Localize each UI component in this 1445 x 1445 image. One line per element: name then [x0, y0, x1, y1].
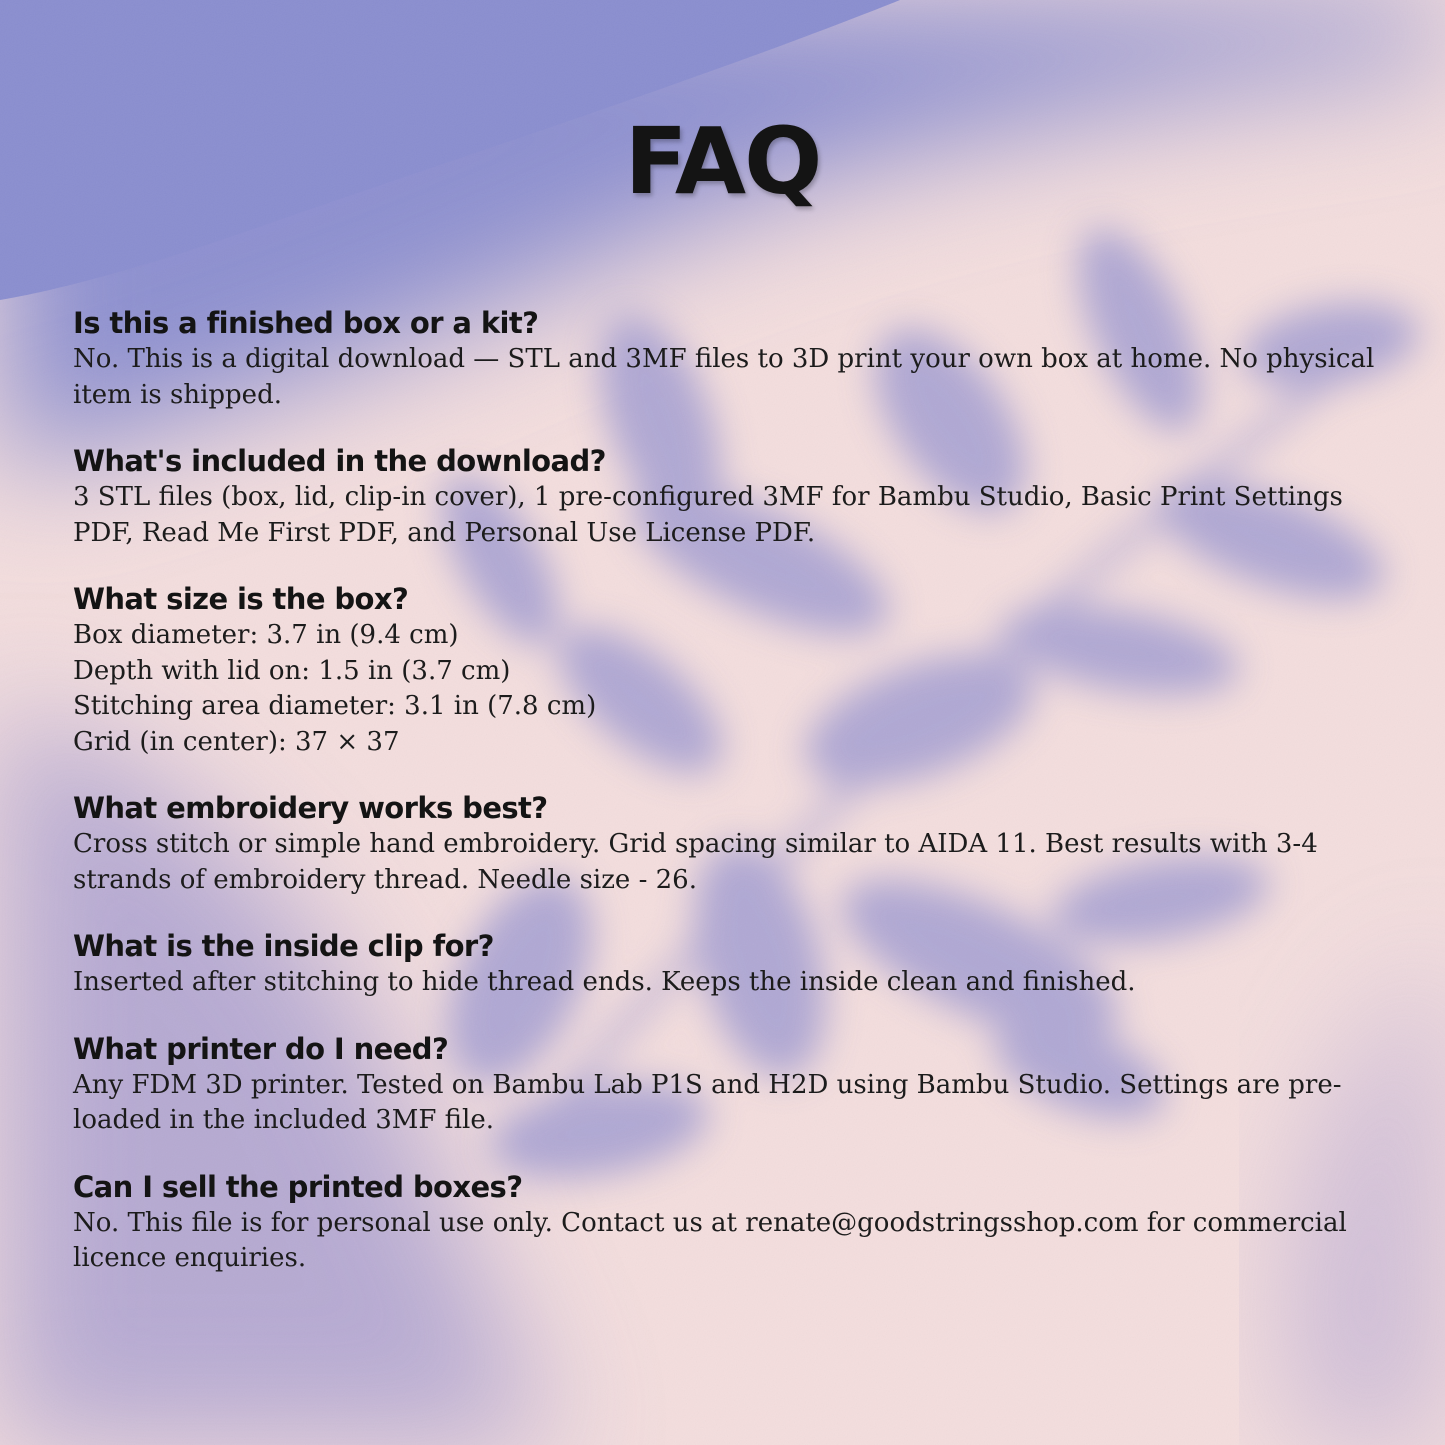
faq-answer: Any FDM 3D printer. Tested on Bambu Lab P1S and H2D using Bambu Studio. Settings are pre-loaded in the included 3MF file.: [73, 1069, 1342, 1135]
faq-item-inside-clip: [73, 927, 1393, 1001]
faq-item-sell: [73, 1168, 1393, 1277]
faq-question: Can I sell the printed boxes?: [73, 1169, 523, 1204]
size-box-diameter: Box diameter: 3.7 in (9.4 cm): [73, 620, 459, 650]
faq-item-finished-box: [73, 304, 1393, 413]
faq-answer: [73, 618, 1393, 760]
faq-answer: Inserted after stitching to hide thread ends. Keeps the inside clean and finished.: [73, 967, 1136, 997]
faq-answer: No. This file is for personal use only. Contact us at renate@goodstringsshop.com for commercial licence enquiries.: [73, 1207, 1347, 1273]
faq-question: What size is the box?: [73, 582, 409, 616]
faq-list: [73, 304, 1393, 1306]
faq-item-size: [73, 580, 1393, 760]
faq-question: Is this a finished box or a kit?: [73, 306, 539, 340]
size-grid: Grid (in center): 37 × 37: [73, 726, 400, 757]
faq-answer: Cross stitch or simple hand embroidery. Grid spacing similar to AIDA 11. Best results with 3-4 strands of embroidery thread. Needle size - 26.: [73, 829, 1318, 895]
size-depth: Depth with lid on: 1.5 in (3.7 cm): [73, 655, 511, 686]
faq-item-printer: [73, 1030, 1393, 1139]
page-title: FAQ: [624, 108, 821, 215]
faq-question: What is the inside clip for?: [73, 929, 494, 963]
faq-question: What printer do I need?: [73, 1031, 449, 1066]
size-stitching-area: Stitching area diameter: 3.1 in (7.8 cm): [73, 691, 597, 721]
faq-answer: No. This is a digital download — STL and 3MF files to 3D print your own box at home. No physical item is shipped.: [73, 344, 1375, 410]
faq-question: What's included in the download?: [73, 444, 606, 478]
faq-question: What embroidery works best?: [73, 791, 548, 825]
faq-item-embroidery: [73, 789, 1393, 898]
faq-item-included: [73, 442, 1393, 551]
faq-answer: 3 STL files (box, lid, clip-in cover), 1 pre-configured 3MF for Bambu Studio, Basic Print Settings PDF, Read Me First PDF, and Personal Use License PDF.: [73, 482, 1343, 548]
